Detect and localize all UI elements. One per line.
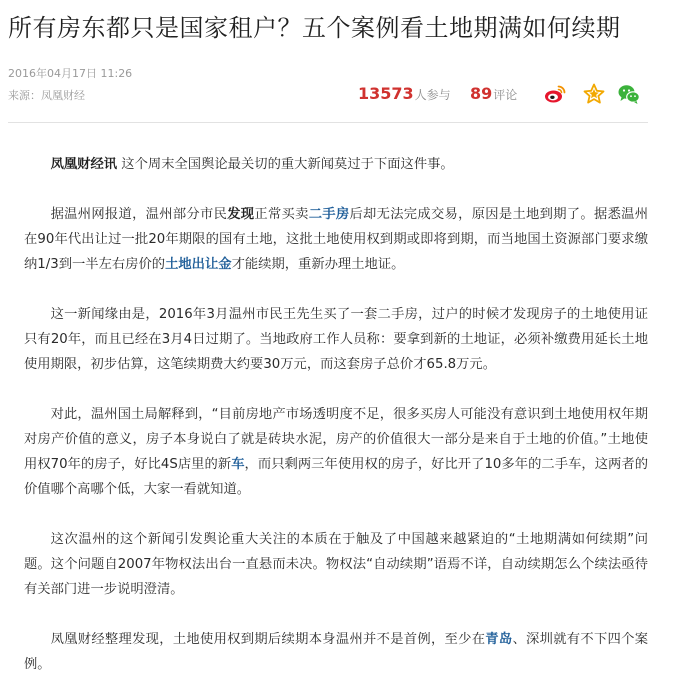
- paragraph-6-text-b: 、深圳就有不下四个案例。: [24, 632, 649, 672]
- paragraph-6-text-a: 凤凰财经整理发现，土地使用权到期后续期本身温州并不是首例，至少在: [50, 632, 486, 647]
- weibo-icon[interactable]: [543, 82, 567, 106]
- paragraph-4-text-b: ，而只剩两三年使用权的房子，好比开了10多年的二手车，这两者的价值哪个高哪个低，大家一看就知道。: [24, 457, 649, 497]
- participants-label: 人参与: [414, 88, 451, 102]
- header-divider: [8, 122, 648, 123]
- article-title: 所有房东都只是国家租户？五个案例看土地期满如何续期: [8, 14, 621, 42]
- participants-link[interactable]: [358, 84, 451, 106]
- paragraph-1-text: 这个周末全国舆论最关切的重大新闻莫过于下面这件事。: [117, 157, 454, 172]
- paragraph-4-text-a: 对此，温州国土局解释到，“目前房地产市场透明度不足，很多买房人可能没有意识到土地使用权年期对房产价值的意义，房子本身说白了就是砖块水泥，房产的价值很大一部分是来自于土地的价值。”土地使用权70年的房子，好比4S店里的新: [24, 407, 648, 472]
- paragraph-2-text-c: 后却无法完成交易，原因是土地到期了。据悉温州在90年代出让过一批20年期限的国有土地，这批土地使用权到期或即将到期，而当地国土资源部门要求缴纳1/3到一半左右房价的: [24, 207, 649, 272]
- lead-source-label: 凤凰财经讯: [50, 157, 118, 172]
- paragraph-6: [24, 627, 648, 676]
- paragraph-2: [24, 202, 648, 277]
- paragraph-1: [24, 152, 648, 177]
- keyword-link-qingdao[interactable]: 青岛: [485, 632, 513, 647]
- article-body: [24, 152, 648, 676]
- comments-link[interactable]: [470, 84, 517, 106]
- paragraph-2-text-d: 才能续期，重新办理土地证。: [231, 257, 405, 272]
- participants-count: 13573: [358, 84, 414, 103]
- keyword-link-churangjin[interactable]: 土地出让金: [165, 257, 232, 272]
- publish-date: 2016年04月17日 11:26: [8, 67, 133, 80]
- wechat-icon[interactable]: [617, 82, 641, 106]
- star-icon[interactable]: [582, 82, 606, 106]
- keyword-link-faxian[interactable]: 发现: [227, 207, 255, 222]
- paragraph-2-text-a: 据温州网报道，温州部分市民: [50, 207, 228, 222]
- keyword-link-che[interactable]: 车: [231, 457, 245, 472]
- paragraph-4: [24, 402, 648, 502]
- keyword-link-ershoufang[interactable]: 二手房: [308, 207, 350, 222]
- article-source: 来源：凤凰财经: [8, 89, 85, 102]
- comments-count: 89: [470, 84, 493, 103]
- comments-label: 评论: [493, 88, 518, 102]
- paragraph-5: 这次温州的这个新闻引发舆论重大关注的本质在于触及了中国越来越紧迫的“土地期满如何续期”问题。这个问题自2007年物权法出台一直悬而未决。物权法“自动续期”语焉不详，自动续期怎么个续法亟待有关部门进一步说明澄清。: [24, 532, 648, 597]
- paragraph-2-text-b: 正常买卖: [254, 207, 309, 222]
- paragraph-3: 这一新闻缘由是，2016年3月温州市民王先生买了一套二手房，过户的时候才发现房子的土地使用证只有20年，而且已经在3月4日过期了。当地政府工作人员称：要拿到新的土地证，必须补缴费用延长土地使用期限，初步估算，这笔续期费大约要30万元，而这套房子总价才65.8万元。: [24, 307, 648, 372]
